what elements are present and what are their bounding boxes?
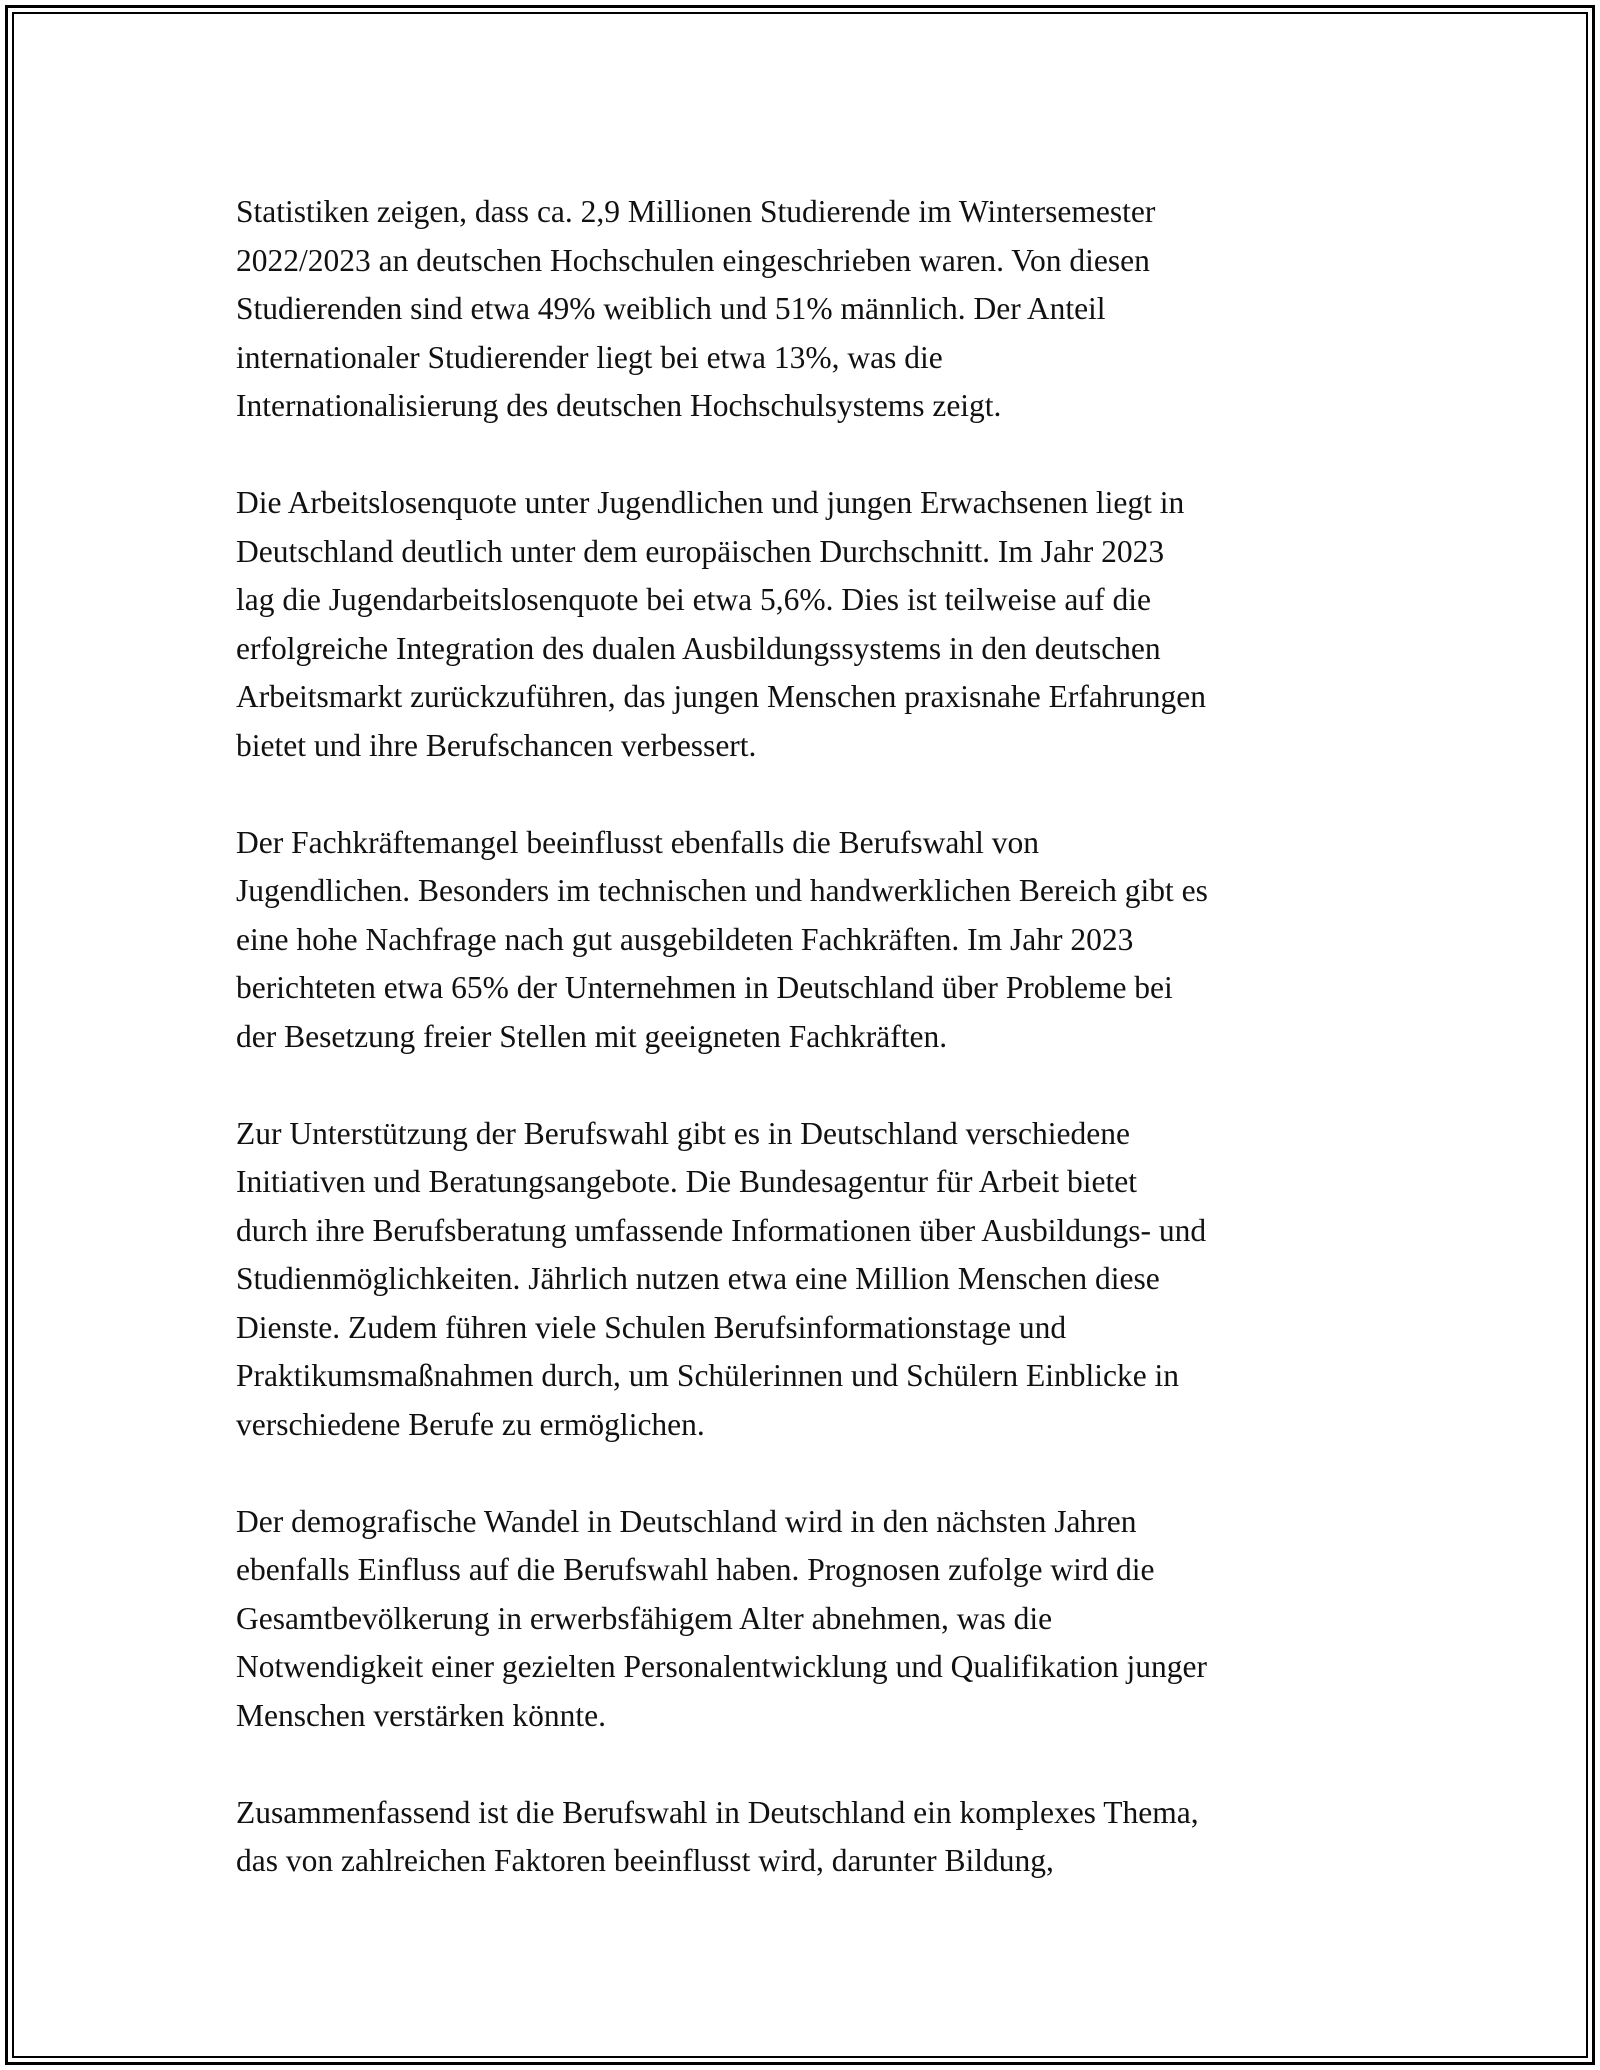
text-line: Zusammenfassend ist die Berufswahl in Deutschland ein komplexes Thema, bbox=[236, 1794, 1199, 1830]
paragraph-skilled-labor-shortage bbox=[236, 819, 1386, 1062]
text-line: Studierenden sind etwa 49% weiblich und 51% männlich. Der Anteil bbox=[236, 291, 1106, 326]
text-line: Arbeitsmarkt zurückzuführen, das jungen Menschen praxisnahe Erfahrungen bbox=[236, 679, 1207, 714]
paragraph-students-statistics bbox=[236, 188, 1386, 431]
text-line: Gesamtbevölkerung in erwerbsfähigem Alter abnehmen, was die bbox=[236, 1600, 1053, 1636]
text-line: Die Arbeitslosenquote unter Jugendlichen und jungen Erwachsenen liegt in bbox=[236, 485, 1185, 520]
text-line: eine hohe Nachfrage nach gut ausgebildeten Fachkräften. Im Jahr 2023 bbox=[236, 921, 1134, 957]
text-line: der Besetzung freier Stellen mit geeigneten Fachkräften. bbox=[236, 1018, 948, 1054]
text-line: bietet und ihre Berufschancen verbessert. bbox=[236, 727, 757, 763]
text-line: berichteten etwa 65% der Unternehmen in Deutschland über Probleme bei bbox=[236, 970, 1173, 1005]
text-line: ebenfalls Einfluss auf die Berufswahl haben. Prognosen zufolge wird die bbox=[236, 1552, 1155, 1587]
text-line: Menschen verstärken könnte. bbox=[236, 1697, 607, 1733]
text-line: lag die Jugendarbeitslosenquote bei etwa 5,6%. Dies ist teilweise auf die bbox=[236, 582, 1151, 617]
text-line: Praktikumsmaßnahmen durch, um Schülerinnen und Schülern Einblicke in bbox=[236, 1358, 1180, 1393]
text-line: Der demografische Wandel in Deutschland wird in den nächsten Jahren bbox=[236, 1503, 1137, 1539]
text-line: internationaler Studierender liegt bei etwa 13%, was die bbox=[236, 339, 943, 375]
paragraph-youth-unemployment bbox=[236, 479, 1386, 770]
text-line: Zur Unterstützung der Berufswahl gibt es in Deutschland verschiedene bbox=[236, 1115, 1130, 1151]
paragraph-demographic-change bbox=[236, 1498, 1386, 1741]
paragraph-summary bbox=[236, 1789, 1386, 1886]
text-line: Der Fachkräftemangel beeinflusst ebenfalls die Berufswahl von bbox=[236, 824, 1039, 860]
text-line: erfolgreiche Integration des dualen Ausbildungssystems in den deutschen bbox=[236, 630, 1161, 666]
text-line: durch ihre Berufsberatung umfassende Informationen über Ausbildungs- und bbox=[236, 1212, 1207, 1248]
document-body bbox=[236, 188, 1386, 1934]
text-line: Dienste. Zudem führen viele Schulen Berufsinformationstage und bbox=[236, 1309, 1067, 1345]
text-line: Initiativen und Beratungsangebote. Die Bundesagentur für Arbeit bietet bbox=[236, 1164, 1137, 1199]
text-line: 2022/2023 an deutschen Hochschulen eingeschrieben waren. Von diesen bbox=[236, 242, 1150, 278]
text-line: verschiedene Berufe zu ermöglichen. bbox=[236, 1406, 705, 1442]
paragraph-career-support bbox=[236, 1110, 1386, 1450]
text-line: Internationalisierung des deutschen Hochschulsystems zeigt. bbox=[236, 388, 1002, 423]
text-line: Statistiken zeigen, dass ca. 2,9 Millionen Studierende im Wintersemester bbox=[236, 194, 1156, 229]
text-line: Studienmöglichkeiten. Jährlich nutzen etwa eine Million Menschen diese bbox=[236, 1261, 1160, 1296]
text-line: das von zahlreichen Faktoren beeinflusst wird, darunter Bildung, bbox=[236, 1843, 1054, 1878]
text-line: Jugendlichen. Besonders im technischen und handwerklichen Bereich gibt es bbox=[236, 873, 1208, 908]
text-line: Notwendigkeit einer gezielten Personalentwicklung und Qualifikation junger bbox=[236, 1649, 1207, 1684]
text-line: Deutschland deutlich unter dem europäischen Durchschnitt. Im Jahr 2023 bbox=[236, 533, 1165, 569]
